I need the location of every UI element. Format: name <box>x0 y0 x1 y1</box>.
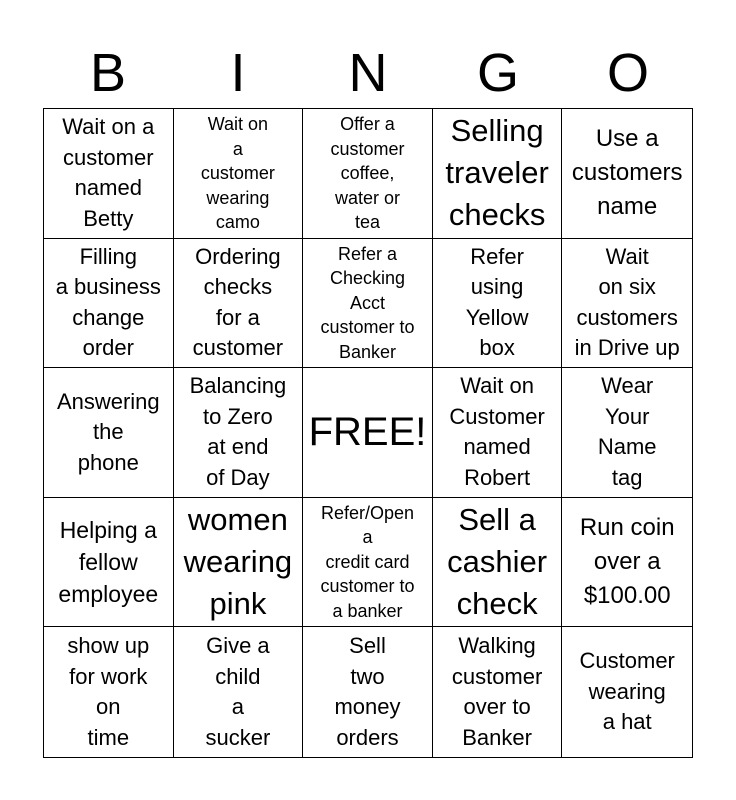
bingo-cell[interactable] <box>174 239 304 369</box>
header-letter-b: B <box>89 43 127 103</box>
free-space-text: FREE! <box>308 410 427 455</box>
bingo-cell[interactable] <box>44 109 174 239</box>
bingo-cell[interactable] <box>433 109 563 239</box>
header-letter-i: I <box>230 43 246 103</box>
bingo-grid <box>43 108 693 758</box>
bingo-cell[interactable] <box>303 239 433 369</box>
cell-text: Offer a customer coffee, water or tea <box>330 114 405 233</box>
bingo-cell[interactable] <box>44 239 174 369</box>
cell-text: Wait on six customers in Drive up <box>574 243 680 361</box>
header-letter-o: O <box>606 43 649 103</box>
cell-text: Helping a fellow employee <box>58 517 159 608</box>
bingo-cell[interactable] <box>433 368 563 498</box>
cell-text: Balancing to Zero at end of Day <box>189 373 287 490</box>
bingo-cell[interactable] <box>562 498 692 628</box>
bingo-cell[interactable] <box>562 109 692 239</box>
bingo-cell[interactable] <box>433 498 563 628</box>
cell-text: Filling a business change order <box>55 243 161 361</box>
bingo-cell[interactable] <box>174 368 304 498</box>
bingo-cell[interactable] <box>44 498 174 628</box>
cell-text: Use a customers name <box>571 125 683 221</box>
cell-text: women wearing pink <box>183 502 293 622</box>
bingo-cell[interactable] <box>433 239 563 369</box>
cell-text: Customer wearing a hat <box>579 648 675 735</box>
cell-text: Refer a Checking Acct customer to Banker <box>320 243 415 362</box>
cell-text: Answering the phone <box>56 388 160 475</box>
cell-text: Wait on a customer wearing camo <box>200 114 275 233</box>
bingo-cell[interactable] <box>174 109 304 239</box>
header-letter-g: G <box>476 43 519 103</box>
cell-text: Wait on Customer named Robert <box>449 373 545 490</box>
bingo-header <box>43 40 693 106</box>
bingo-cell[interactable] <box>174 498 304 628</box>
cell-text: Run coin over a $100.00 <box>579 514 675 610</box>
cell-text: Ordering checks for a customer <box>192 243 284 361</box>
bingo-cell[interactable] <box>174 627 304 757</box>
cell-text: Selling traveler checks <box>445 113 549 233</box>
bingo-cell-free[interactable] <box>303 368 433 498</box>
bingo-cell[interactable] <box>303 498 433 628</box>
cell-text: Refer/Open a credit card customer to a banker <box>320 502 415 621</box>
bingo-cell[interactable] <box>303 109 433 239</box>
bingo-cell[interactable] <box>44 627 174 757</box>
header-letter-n: N <box>348 43 388 103</box>
bingo-cell[interactable] <box>562 368 692 498</box>
bingo-cell[interactable] <box>303 627 433 757</box>
bingo-cell[interactable] <box>562 627 692 757</box>
cell-text: Refer using Yellow box <box>465 243 529 361</box>
bingo-cell[interactable] <box>562 239 692 369</box>
bingo-cell[interactable] <box>433 627 563 757</box>
cell-text: Give a child a sucker <box>205 633 271 750</box>
cell-text: Sell a cashier check <box>447 502 548 622</box>
cell-text: show up for work on time <box>67 633 150 750</box>
cell-text: Sell two money orders <box>334 633 401 750</box>
cell-text: Wear Your Name tag <box>597 373 657 490</box>
bingo-cell[interactable] <box>44 368 174 498</box>
cell-text: Walking customer over to Banker <box>451 633 543 750</box>
cell-text: Wait on a customer named Betty <box>62 114 155 231</box>
